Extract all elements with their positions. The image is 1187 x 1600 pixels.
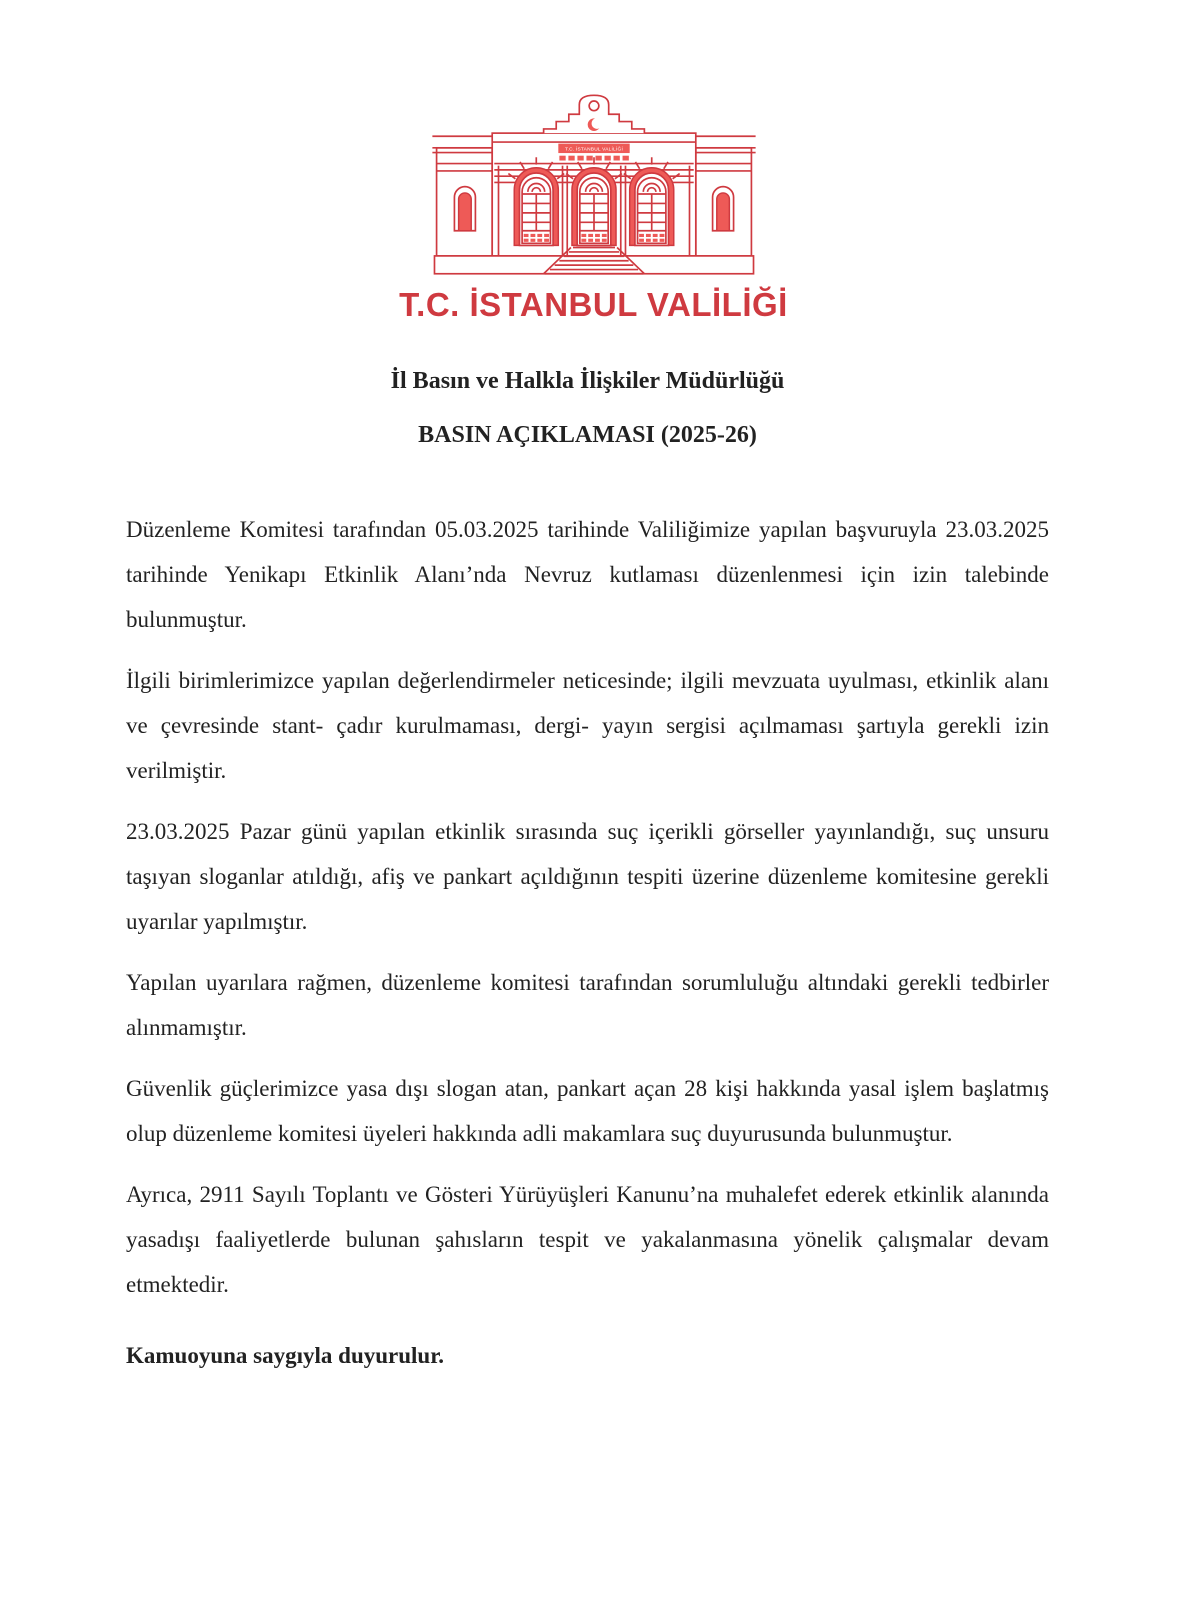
body-paragraph: Düzenleme Komitesi tarafından 05.03.2025 tarihinde Valiliğimize yapılan başvuruyla 23.03.2025 tarihinde Yenikapı Etkinlik Alanı’nda Nevruz kutlaması düzenlenmesi için izin talebinde bulunmuştur.	[126, 517, 1049, 632]
government-building-icon	[426, 88, 762, 279]
left-wing	[432, 148, 496, 256]
right-wing	[691, 148, 755, 256]
body-paragraph: Yapılan uyarılara rağmen, düzenleme komitesi tarafından sorumluluğu altındaki gerekli tedbirler alınmamıştır.	[126, 970, 1049, 1040]
document-header	[0, 0, 1187, 449]
body-paragraph: Ayrıca, 2911 Sayılı Toplantı ve Gösteri Yürüyüşleri Kanunu’na muhalefet ederek etkinlik alanında yasadışı faaliyetlerde bulunan şahısların tespit ve yakalanmasına yönelik çalışmalar devam etmektedir.	[126, 1182, 1049, 1297]
body-paragraph: İlgili birimlerimizce yapılan değerlendirmeler neticesinde; ilgili mevzuata uyulması, etkinlik alanı ve çevresinde stant- çadır kurulmaması, dergi- yayın sergisi açılmaması şartıyla gerekli izin verilmiştir.	[126, 668, 1049, 783]
closing-line: Kamuoyuna saygıyla duyurulur.	[126, 1343, 445, 1368]
body-paragraph: Güvenlik güçlerimizce yasa dışı slogan atan, pankart açan 28 kişi hakkında yasal işlem başlatmış olup düzenleme komitesi üyeleri hakkında adli makamlara suç duyurusunda bulunmuştur.	[126, 1076, 1049, 1146]
press-release-title: BASIN AÇIKLAMASI (2025-26)	[418, 422, 757, 448]
pediment	[543, 95, 644, 133]
document-body	[0, 507, 1187, 1378]
paragraph-list	[126, 507, 1049, 1307]
banner-text: T.C. İSTANBUL VALİLİĞİ	[564, 147, 623, 153]
logo-caption: T.C. İSTANBUL VALİLİĞİ	[399, 286, 788, 323]
istanbul-governorship-logo	[0, 88, 1187, 324]
body-paragraph: 23.03.2025 Pazar günü yapılan etkinlik sırasında suç içerikli görseller yayınlandığı, suç unsuru taşıyan sloganlar atıldığı, afiş ve pankart açıldığının tespiti üzerine düzenleme komitesine gerekli uyarılar yapılmıştır.	[126, 819, 1049, 934]
department-heading: İl Basın ve Halkla İlişkiler Müdürlüğü	[390, 368, 785, 394]
